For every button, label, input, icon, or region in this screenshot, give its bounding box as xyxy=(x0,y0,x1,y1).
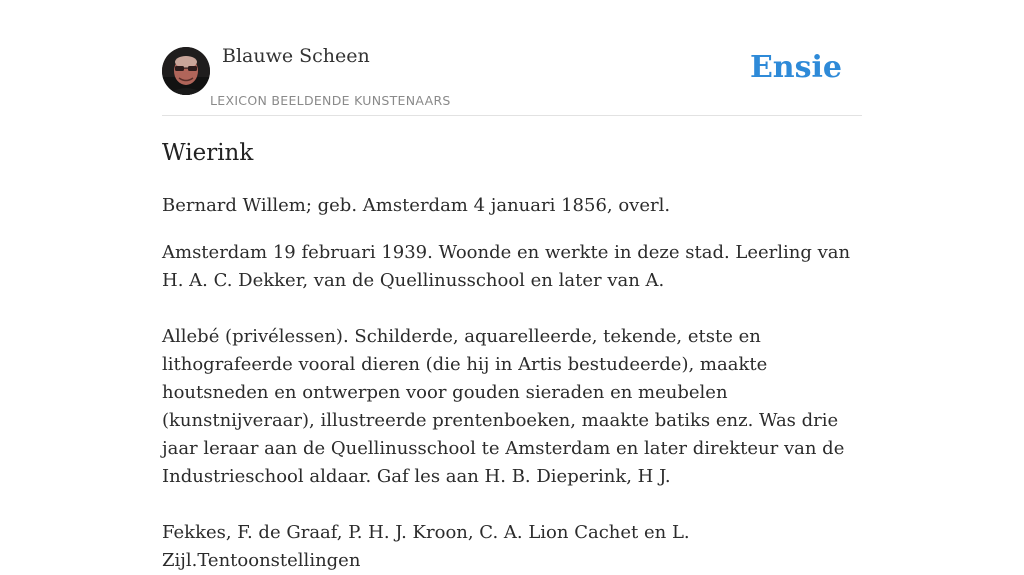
article-body xyxy=(162,192,862,575)
category-label[interactable]: LEXICON BEELDENDE KUNSTENAARS xyxy=(210,93,451,108)
avatar-photo-icon xyxy=(162,47,210,95)
article-paragraph: Allebé (privélessen). Schilderde, aquarelleerde, tekende, etste en lithografeerde vooral dieren (die hij in Artis bestudeerde), maakte houtsneden en ontwerpen voor gouden sieraden en meubelen (kunstnijveraar), illustreerde prentenboeken, maakte batiks enz. Was drie jaar leraar aan de Quellinusschool te Amsterdam en later direkteur van de Industrieschool aldaar. Gaf les aan H. B. Dieperink, H J. xyxy=(162,326,845,487)
article-paragraph: Amsterdam 19 februari 1939. Woonde en werkte in deze stad. Leerling van H. A. C. Dekker, van de Quellinusschool en later van A. xyxy=(162,242,851,291)
author-name[interactable]: Blauwe Scheen xyxy=(222,45,370,67)
article-paragraph: Bernard Willem; geb. Amsterdam 4 januari 1856, overl. xyxy=(162,195,671,216)
article-paragraph: Fekkes, F. de Graaf, P. H. J. Kroon, C. A. Lion Cachet en L. Zijl.Tentoonstellingen xyxy=(162,522,690,571)
site-logo[interactable]: Ensie xyxy=(749,50,842,85)
author-avatar[interactable] xyxy=(162,47,210,95)
article-header xyxy=(162,0,862,116)
content-column xyxy=(162,0,862,571)
article-title: Wierink xyxy=(162,140,254,166)
